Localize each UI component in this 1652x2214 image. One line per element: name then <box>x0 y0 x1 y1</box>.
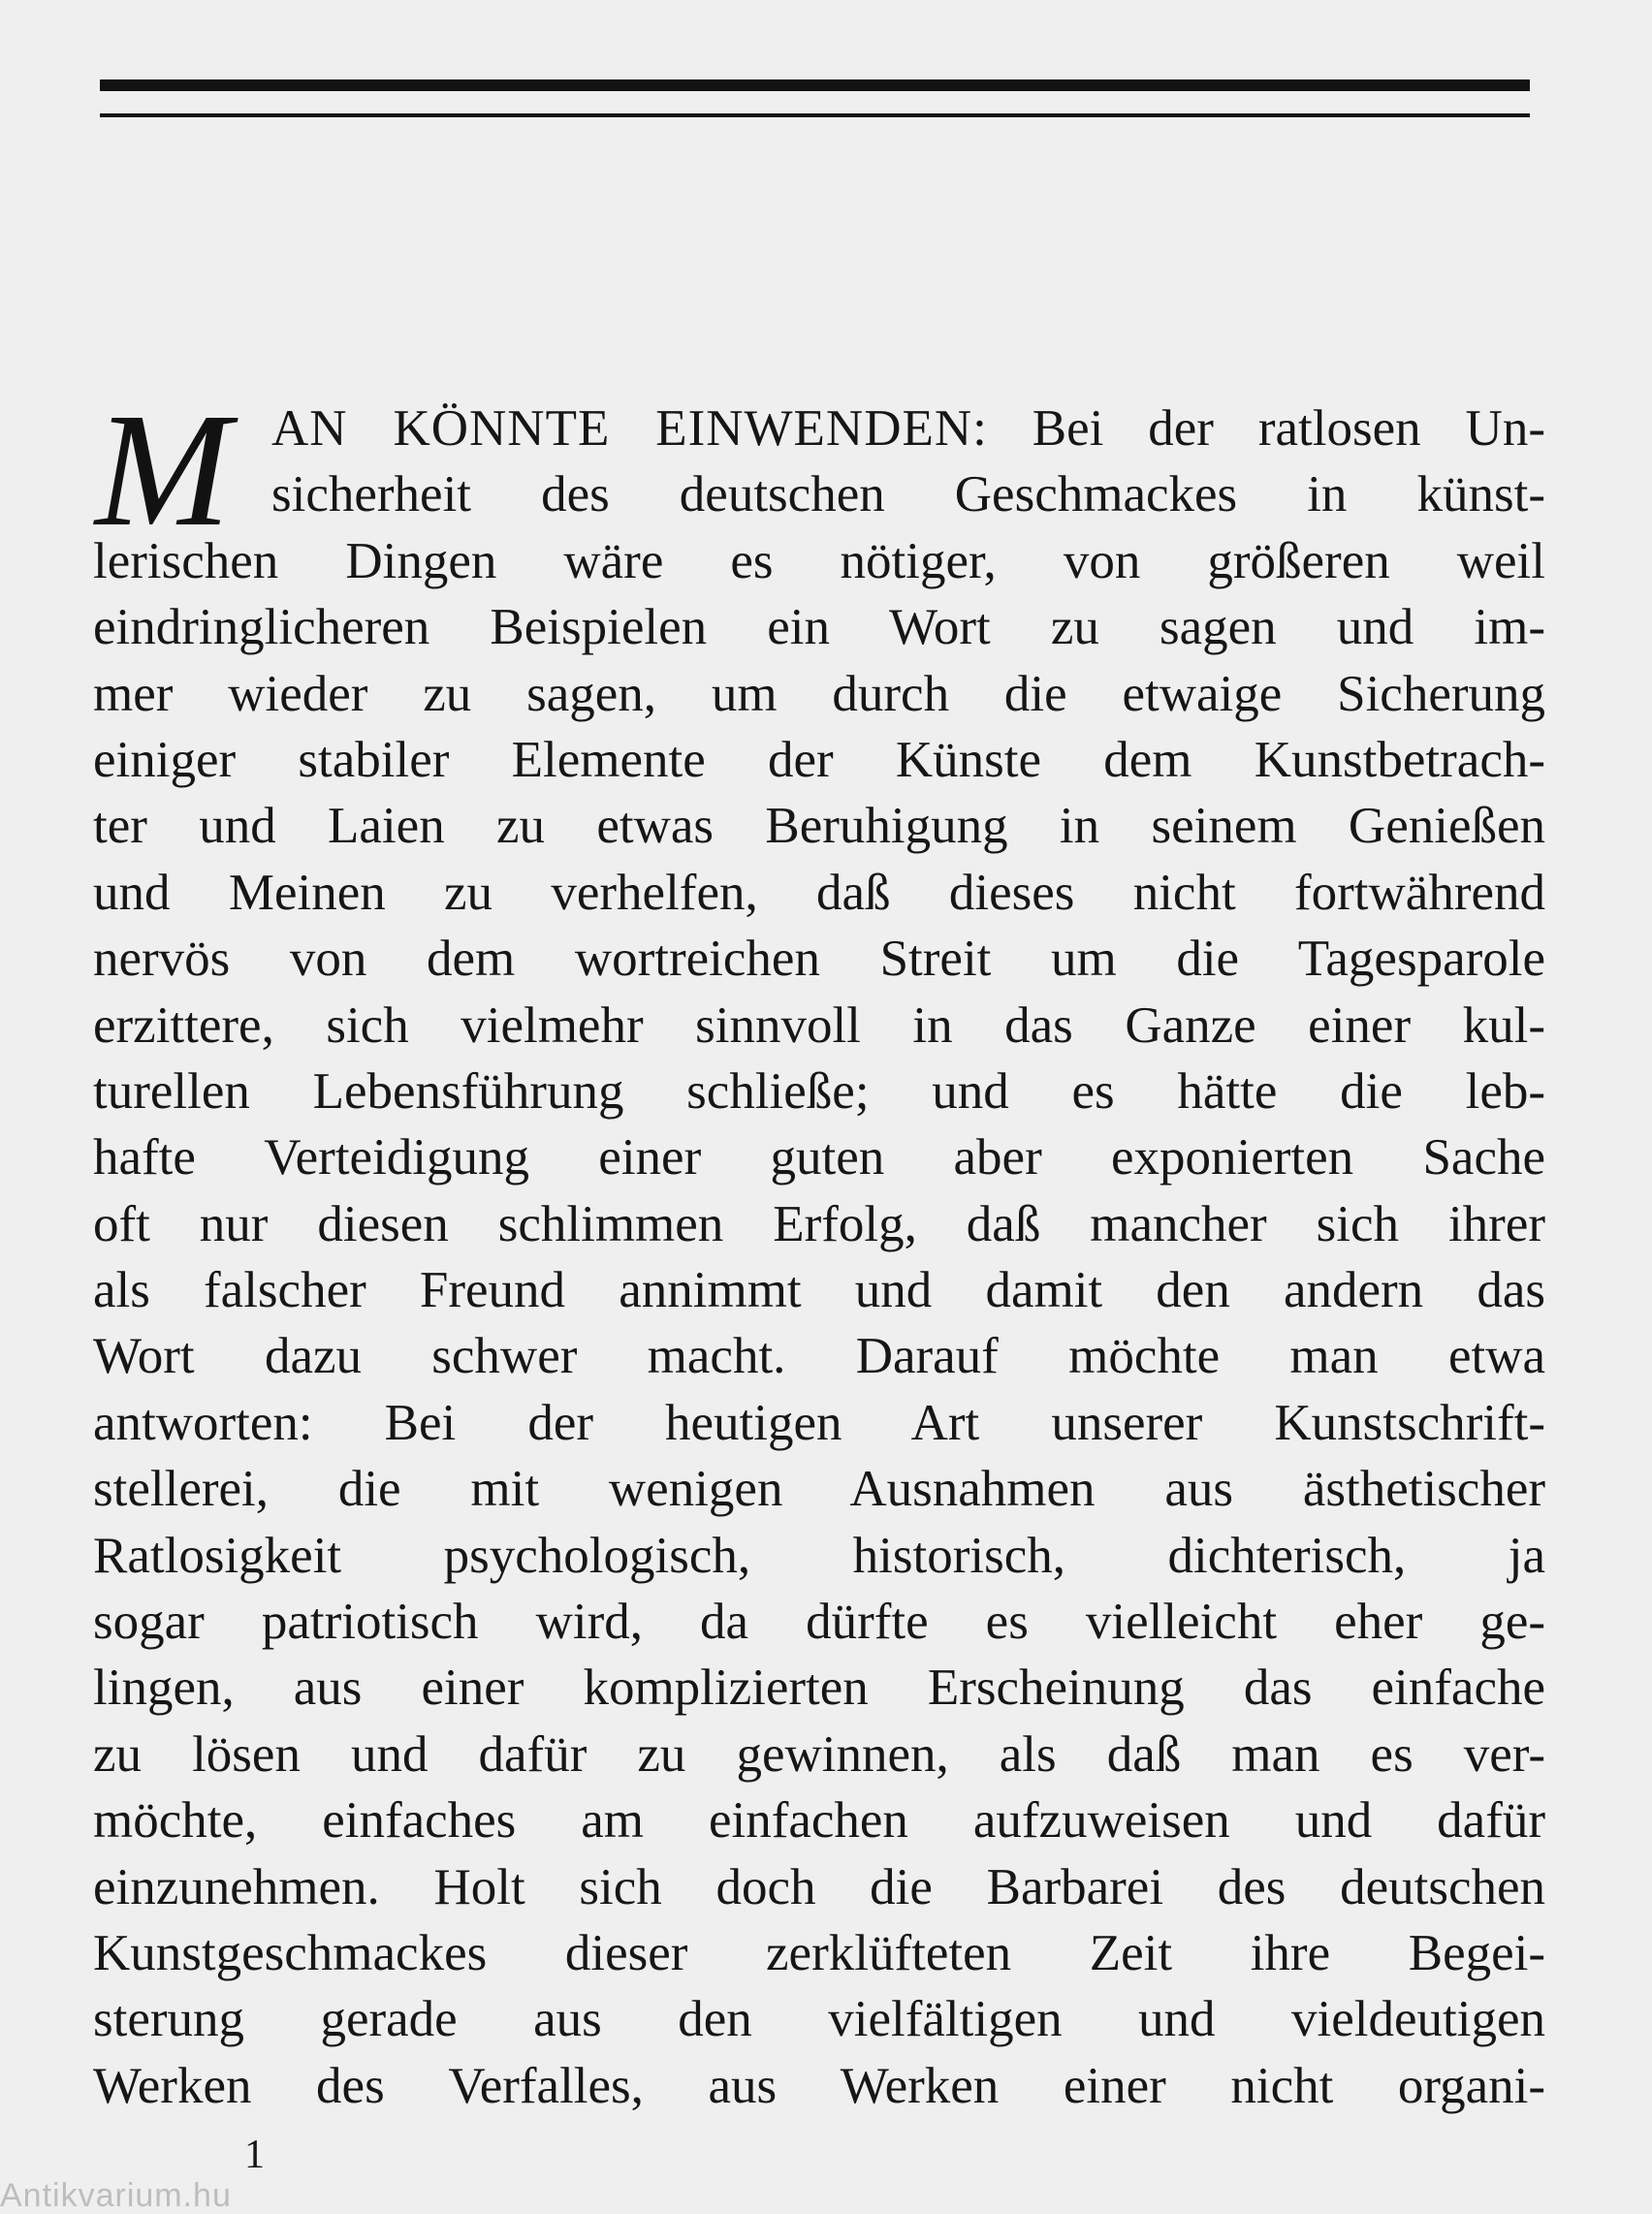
body-text <box>93 380 1545 2119</box>
text-line: zu lösen und dafür zu gewinnen, als daß man es ver- <box>93 1725 1545 1783</box>
text-line: sogar patriotisch wird, da dürfte es vielleicht eher ge- <box>93 1594 1545 1651</box>
top-rule-thick <box>100 79 1530 91</box>
watermark: Antikvarium.hu <box>0 2177 232 2214</box>
text-line: Kunstgeschmackes dieser zerklüfteten Zeit ihre Begei- <box>93 1924 1545 1981</box>
text-line: einzunehmen. Holt sich doch die Barbarei des deutschen <box>93 1858 1545 1915</box>
text-line: mer wieder zu sagen, um durch die etwaige Sicherung <box>93 665 1545 722</box>
text-line: Werken des Verfalles, aus Werken einer nicht organi- <box>93 2057 1545 2114</box>
text-line: Ratlosigkeit psychologisch, historisch, dichterisch, ja <box>93 1527 1545 1584</box>
text-line: lerischen Dingen wäre es nötiger, von größeren weil <box>93 532 1545 589</box>
text-line: einiger stabiler Elemente der Künste dem Kunstbetrach- <box>93 731 1545 788</box>
opening-line-rest: Bei der ratlosen Un- <box>987 400 1545 457</box>
text-line: lingen, aus einer komplizierten Erscheinung das einfache <box>93 1660 1545 1717</box>
text-line: Wort dazu schwer macht. Darauf möchte man etwa <box>93 1328 1545 1385</box>
text-line: und Meinen zu verhelfen, daß dieses nicht fortwährend <box>93 864 1545 921</box>
text-line: hafte Verteidigung einer guten aber exponierten Sache <box>93 1129 1545 1186</box>
opening-small-caps: AN KÖNNTE EINWENDEN: <box>271 400 988 457</box>
text-line <box>93 395 1545 461</box>
text-line: sicherheit des deutschen Geschmackes in künst- <box>271 466 1545 523</box>
drop-cap: M <box>95 380 231 560</box>
page-number: 1 <box>244 2133 265 2177</box>
text-line: oft nur diesen schlimmen Erfolg, daß mancher sich ihrer <box>93 1195 1545 1252</box>
text-line: erzittere, sich vielmehr sinnvoll in das Ganze einer kul- <box>93 996 1545 1054</box>
text-line: turellen Lebensführung schließe; und es hätte die leb- <box>93 1062 1545 1120</box>
top-rule-thin <box>100 113 1530 117</box>
text-line: eindringlicheren Beispielen ein Wort zu sagen und im- <box>93 599 1545 656</box>
text-line: nervös von dem wortreichen Streit um die Tagesparole <box>93 931 1545 988</box>
text-line: antworten: Bei der heutigen Art unserer Kunstschrift- <box>93 1394 1545 1451</box>
text-line: als falscher Freund annimmt und damit den andern das <box>93 1262 1545 1319</box>
text-line: ter und Laien zu etwas Beruhigung in seinem Genießen <box>93 798 1545 855</box>
text-line: möchte, einfaches am einfachen aufzuweisen und dafür <box>93 1792 1545 1850</box>
text-line: stellerei, die mit wenigen Ausnahmen aus ästhetischer <box>93 1461 1545 1518</box>
text-line: sterung gerade aus den vielfältigen und vieldeutigen <box>93 1991 1545 2048</box>
